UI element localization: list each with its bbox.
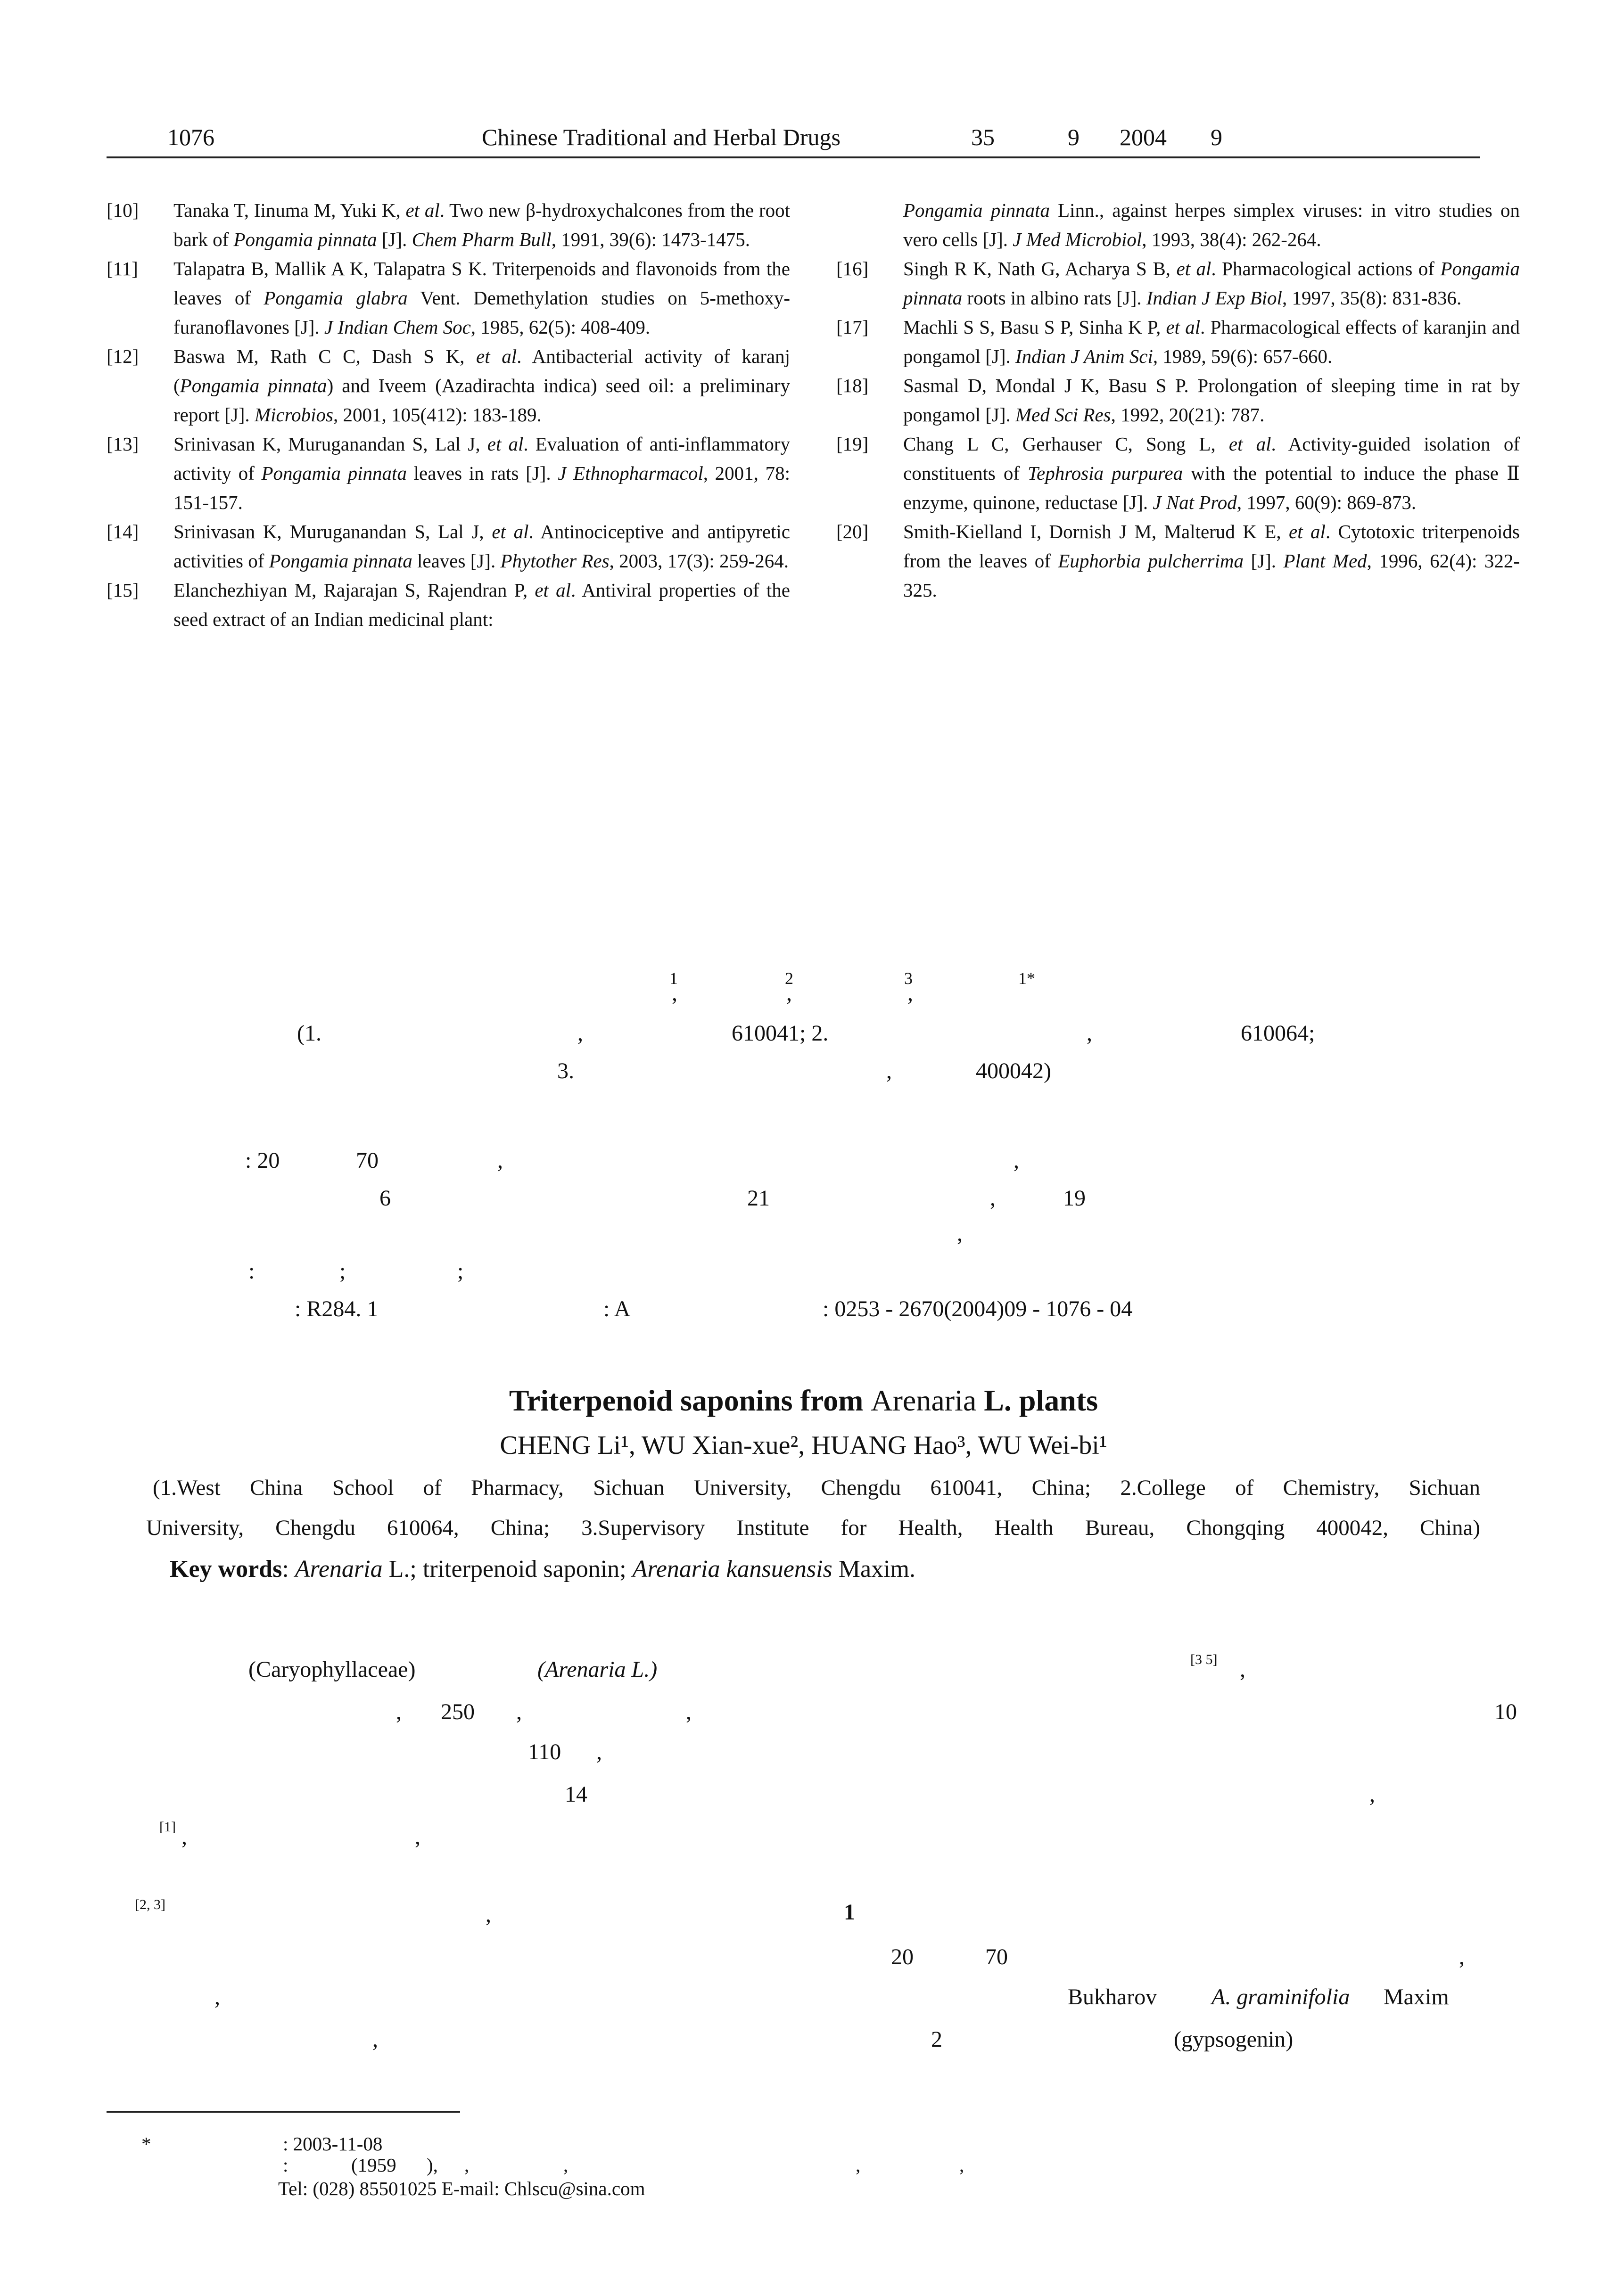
title-en: Triterpenoid saponins from Arenaria L. plants [509, 1384, 1098, 1417]
month: 9 [1211, 124, 1222, 150]
reference-item [107, 575, 790, 634]
aff-cn: , [886, 1058, 892, 1083]
reference-item [107, 429, 790, 517]
header-rule [107, 156, 1480, 158]
issue: 9 [1068, 124, 1080, 150]
body-text: 2 [931, 2027, 942, 2052]
reference-item [836, 196, 1520, 254]
body-text: 250 [441, 1699, 475, 1724]
author-bio: , [856, 2154, 861, 2176]
body-text: , [516, 1699, 522, 1724]
aff-cn: 400042) [976, 1058, 1051, 1083]
keywords-cn: ; [457, 1259, 464, 1284]
body-text: (Caryophyllaceae) [248, 1657, 416, 1682]
reference-number: [20] [836, 521, 869, 542]
reference-number: [17] [836, 316, 869, 338]
doc-code: : A [603, 1296, 631, 1321]
body-text: , [396, 1699, 402, 1724]
reference-text: Chang L C, Gerhauser C, Song L, et al. Activity-guided isolation of constituents of Tephrosia purpurea with the potential to induce the phase Ⅱ enzyme, quinone, reductase [J]. J Nat Prod, 1997, 60(9): 869-873. [903, 433, 1520, 513]
article-id: : 0253 - 2670(2004)09 - 1076 - 04 [823, 1296, 1133, 1321]
abstract-cn: 70 [356, 1148, 379, 1173]
author-bio: , [563, 2154, 569, 2176]
author-bio: : [283, 2154, 288, 2176]
abstract-cn: : 20 [245, 1148, 280, 1173]
body-text: , [1240, 1657, 1245, 1682]
reference-text: Srinivasan K, Muruganandan S, Lal J, et al. Evaluation of anti-inflammatory activity of Pongamia pinnata leaves in rats [J]. J Ethnopharmacol, 2001, 78: 151-157. [173, 433, 791, 513]
reference-item [107, 517, 790, 575]
abstract-cn: 6 [379, 1186, 391, 1211]
reference-number: [12] [107, 345, 139, 367]
reference-text: Talapatra B, Mallik A K, Talapatra S K. Triterpenoids and flavonoids from the leaves of Pongamia glabra Vent. Demethylation studies on 5-methoxy-furanoflavones [J]. J Indian Chem Soc, 1985, 62(5): 408-409. [173, 258, 790, 338]
author-mark: 1 [669, 969, 678, 988]
reference-item [836, 517, 1520, 605]
body-text: , [181, 1824, 187, 1849]
abstract-cn: 19 [1063, 1186, 1086, 1211]
body-text: (Arenaria L.) [537, 1657, 658, 1682]
comma: , [672, 981, 677, 1006]
body-text: , [596, 1739, 602, 1764]
abstract-cn: , [497, 1148, 503, 1173]
journal-name: Chinese Traditional and Herbal Drugs [482, 124, 841, 150]
body-text: , [415, 1824, 420, 1849]
aff-cn: (1. [297, 1021, 321, 1046]
citation: [1] [159, 1819, 176, 1835]
reference-text: Machli S S, Basu S P, Sinha K P, et al. Pharmacological effects of karanjin and pongamol [J]. Indian J Anim Sci, 1989, 59(6): 657-660. [903, 316, 1520, 367]
abstract-cn: , [957, 1221, 963, 1246]
body-text: 20 [891, 1944, 914, 1969]
comma: , [907, 981, 913, 1006]
reference-number: [16] [836, 258, 869, 279]
page-number: 1076 [167, 124, 214, 150]
body-text: 10 [1494, 1699, 1517, 1724]
aff-cn: 610041; 2. [732, 1021, 829, 1046]
reference-number: [18] [836, 375, 869, 396]
footnote-star: * [141, 2133, 151, 2155]
body-text: Maxim [1384, 1984, 1449, 2009]
body-text: , [214, 1984, 220, 2009]
reference-number: [19] [836, 433, 869, 455]
abstract-cn: , [1014, 1148, 1019, 1173]
author-mark: 1* [1018, 969, 1035, 988]
footnote-rule [107, 2111, 460, 2113]
aff-cn: 3. [557, 1058, 574, 1083]
reference-text: Elanchezhiyan M, Rajarajan S, Rajendran P, et al. Antiviral properties of the seed extract of an Indian medicinal plant: [173, 579, 790, 630]
reference-item [836, 429, 1520, 517]
reference-number [836, 196, 903, 254]
comma: , [786, 981, 792, 1006]
keywords-cn: ; [339, 1259, 346, 1284]
keywords-cn: : [248, 1259, 255, 1284]
citation: [2, 3] [135, 1897, 165, 1912]
authors-en: CHENG Li¹, WU Xian-xue², HUANG Hao³, WU Wei-bi¹ [500, 1431, 1107, 1460]
affiliation-en: University, Chengdu 610064, China; 3.Supervisory Institute for Health, Health Bureau, Chongqing 400042, China) [146, 1516, 1480, 1540]
year: 2004 [1120, 124, 1167, 150]
abstract-cn: , [990, 1186, 996, 1211]
received-date: : 2003-11-08 [283, 2133, 383, 2155]
reference-number: [15] [107, 579, 139, 601]
reference-text: Singh R K, Nath G, Acharya S B, et al. Pharmacological actions of Pongamia pinnata roots in albino rats [J]. Indian J Exp Biol, 1997, 35(8): 831-836. [903, 258, 1520, 309]
volume: 35 [971, 124, 995, 150]
body-text: , [486, 1902, 491, 1927]
references-left [107, 196, 790, 634]
classification: : R284. 1 [295, 1296, 379, 1321]
references-right [836, 196, 1520, 605]
reference-text: Baswa M, Rath C C, Dash S K, et al. Antibacterial activity of karanj (Pongamia pinnata) and Iveem (Azadirachta indica) seed oil: a preliminary report [J]. Microbios, 2001, 105(412): 183-189. [173, 345, 790, 426]
reference-item [836, 312, 1520, 371]
abstract-cn: 21 [747, 1186, 770, 1211]
reference-text: Srinivasan K, Muruganandan S, Lal J, et al. Antinociceptive and antipyretic activities of Pongamia pinnata leaves [J]. Phytother Res, 2003, 17(3): 259-264. [173, 521, 791, 572]
reference-number: [11] [107, 258, 138, 279]
author-bio: , [464, 2154, 470, 2176]
aff-cn: , [577, 1021, 583, 1046]
body-text: 70 [985, 1944, 1008, 1969]
reference-item [107, 342, 790, 429]
reference-item [107, 196, 790, 254]
author-bio: (1959 [351, 2154, 396, 2176]
author-bio: , [959, 2154, 964, 2176]
reference-number: [14] [107, 521, 139, 542]
body-text: 14 [565, 1782, 587, 1807]
citation: [3 5] [1190, 1652, 1218, 1667]
reference-item [836, 371, 1520, 429]
reference-item [107, 254, 790, 342]
author-mark: 3 [904, 969, 913, 988]
reference-text: Pongamia pinnata Linn., against herpes simplex viruses: in vitro studies on vero cells [J]. J Med Microbiol, 1993, 38(4): 262-264. [903, 199, 1520, 250]
affiliation-en: (1.West China School of Pharmacy, Sichuan University, Chengdu 610041, China; 2.College of Chemistry, Sichuan [153, 1476, 1480, 1500]
aff-cn: , [1087, 1021, 1092, 1046]
reference-text: Tanaka T, Iinuma M, Yuki K, et al. Two new β-hydroxychalcones from the root bark of Pongamia pinnata [J]. Chem Pharm Bull, 1991, 39(6): 1473-1475. [173, 199, 791, 250]
body-text: , [686, 1699, 692, 1724]
reference-text: Smith-Kielland I, Dornish J M, Malterud K E, et al. Cytotoxic triterpenoids from the leaves of Euphorbia pulcherrima [J]. Plant Med, 1996, 62(4): 322-325. [903, 521, 1520, 601]
body-text: , [372, 2027, 378, 2052]
author-bio: ), [427, 2154, 438, 2176]
section-number: 1 [844, 1900, 855, 1925]
body-text: 110 [528, 1739, 561, 1764]
reference-text: Sasmal D, Mondal J K, Basu S P. Prolongation of sleeping time in rat by pongamol [J]. Med Sci Res, 1992, 20(21): 787. [903, 375, 1520, 426]
reference-number: [13] [107, 433, 139, 455]
reference-number: [10] [107, 199, 139, 221]
body-text: Bukharov [1068, 1984, 1157, 2009]
body-text: (gypsogenin) [1174, 2027, 1294, 2052]
aff-cn: 610064; [1241, 1021, 1315, 1046]
body-text: , [1369, 1782, 1375, 1807]
species-name: A. graminifolia [1211, 1984, 1350, 2009]
body-text: , [1459, 1944, 1465, 1969]
author-mark: 2 [785, 969, 793, 988]
keywords-en: Key words: Arenaria L.; triterpenoid saponin; Arenaria kansuensis Maxim. [170, 1556, 916, 1583]
reference-item [836, 254, 1520, 312]
contact-info: Tel: (028) 85501025 E-mail: Chlscu@sina.com [278, 2178, 645, 2199]
